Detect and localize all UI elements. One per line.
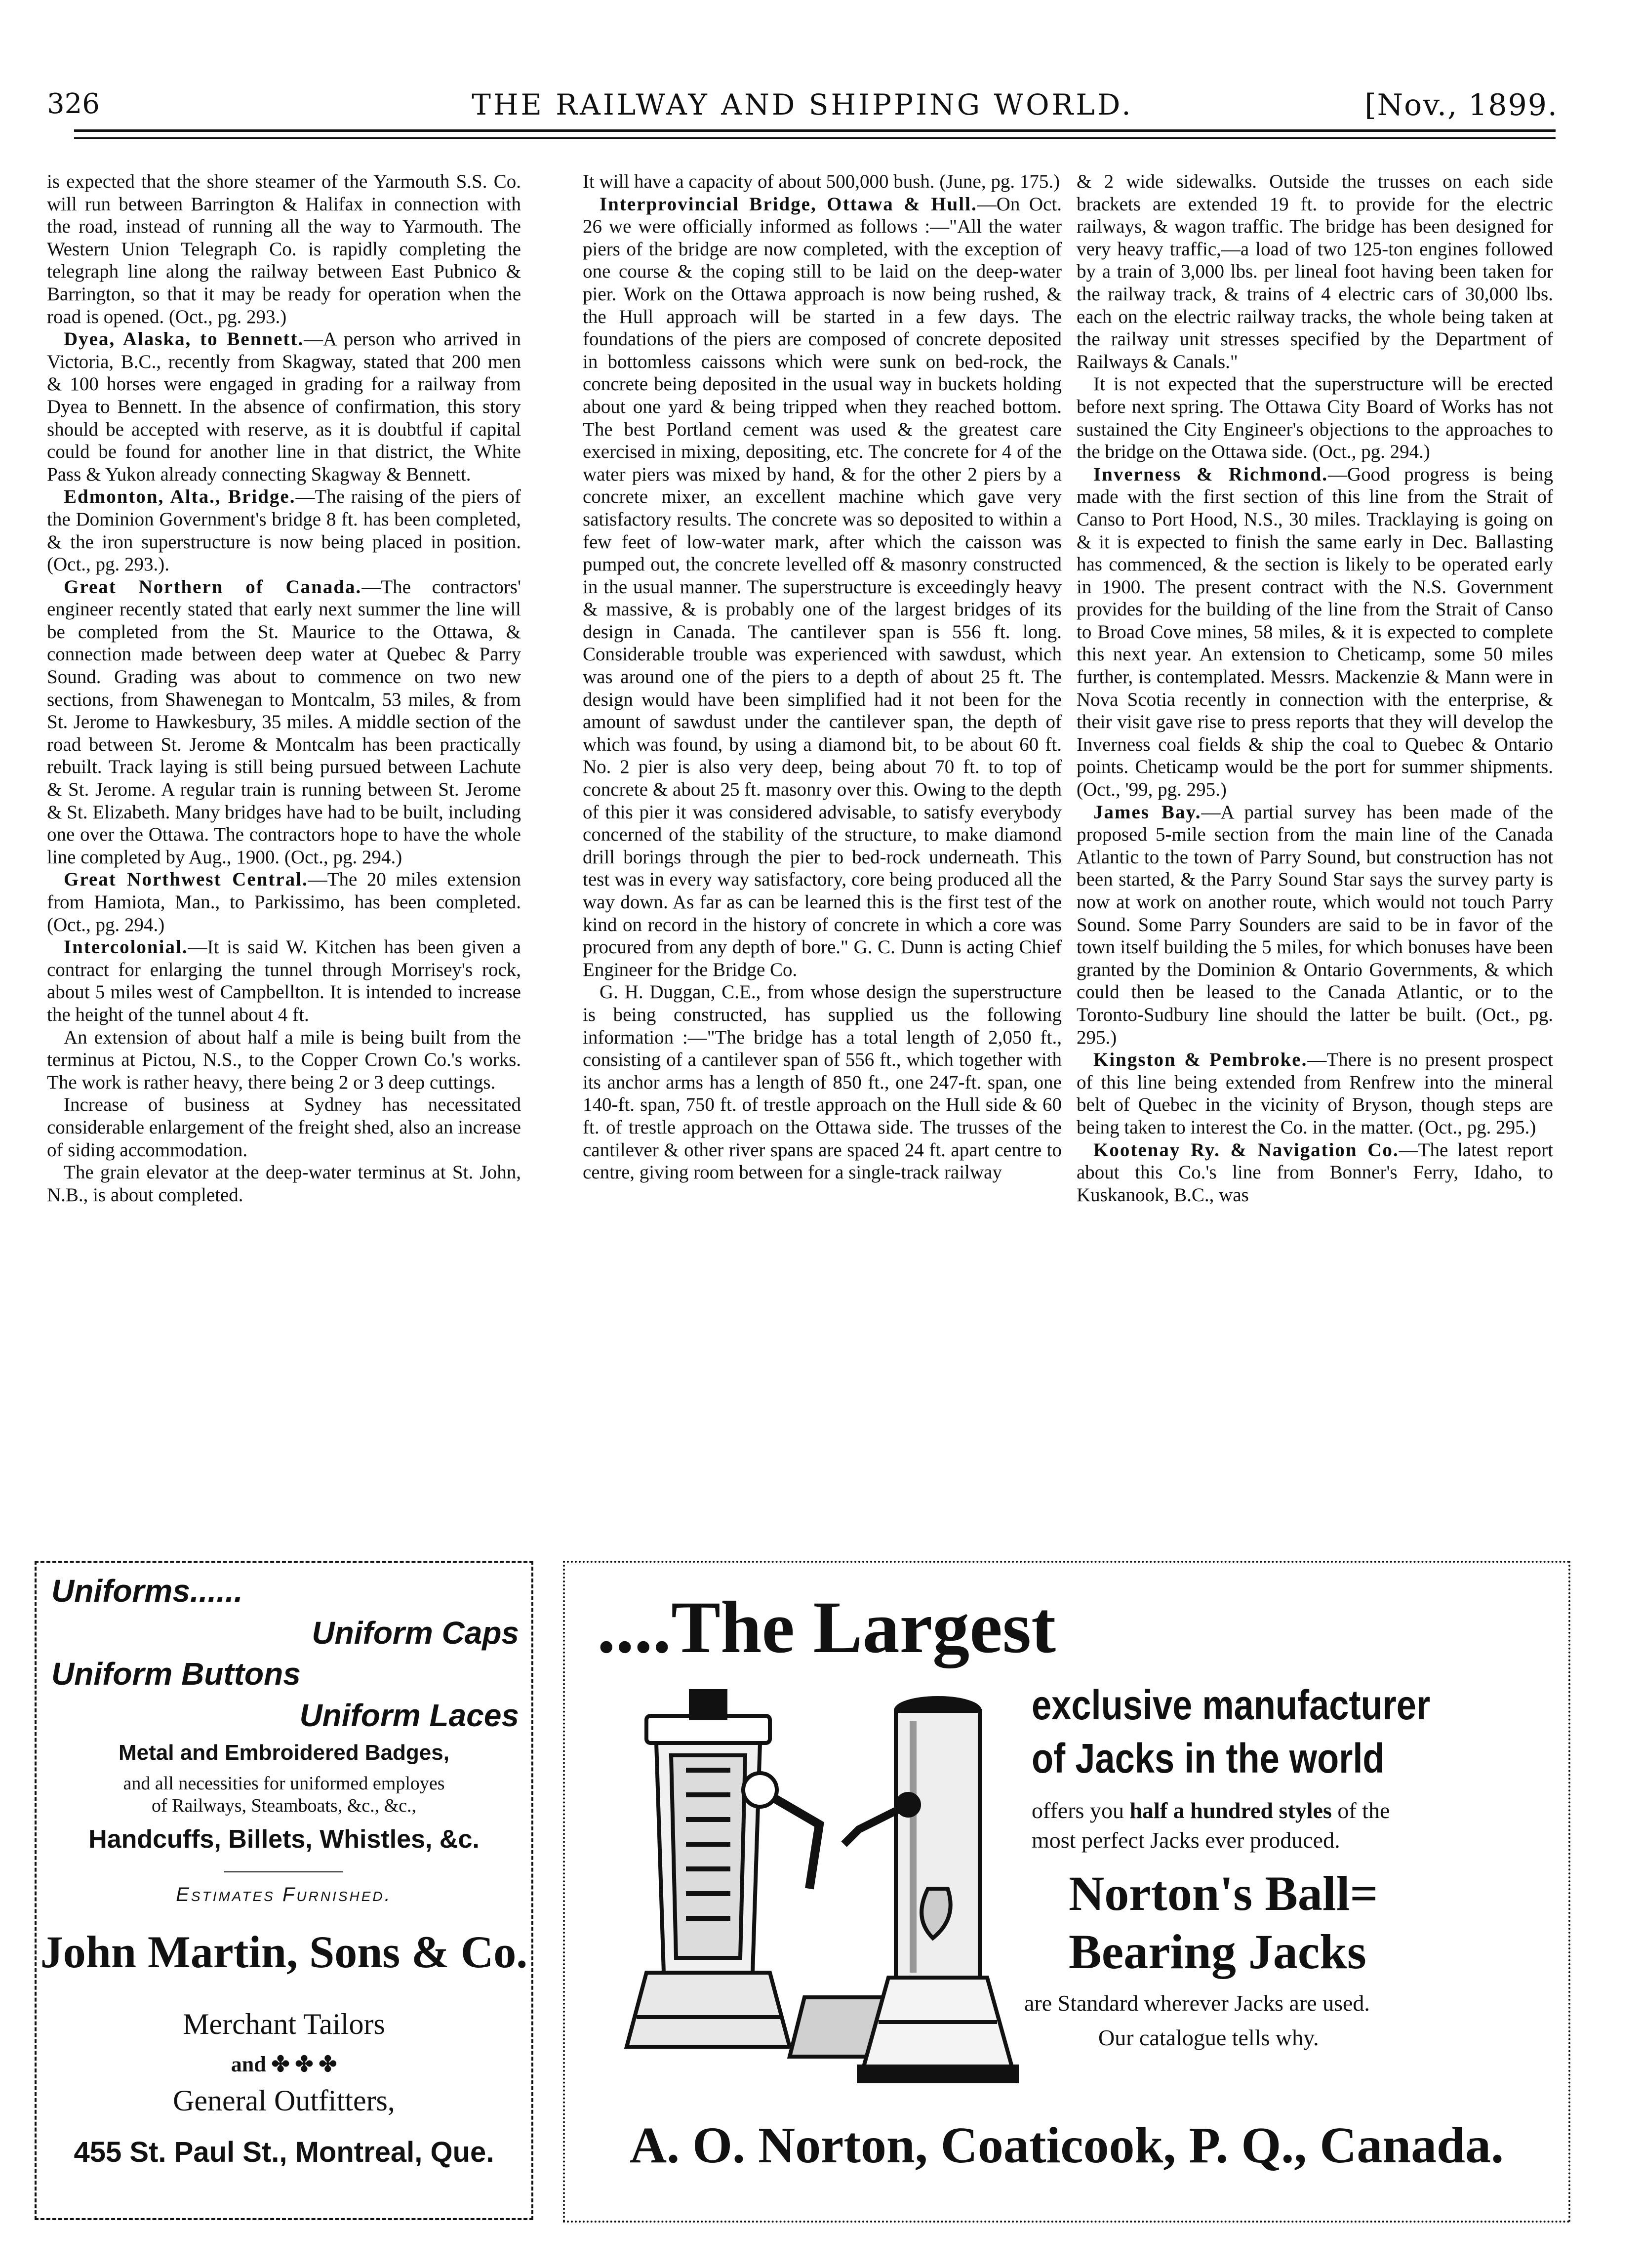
ad-text: offers you <box>1032 1798 1130 1823</box>
article-kootenay <box>1077 1139 1553 1207</box>
article-text: —On Oct. 26 we were officially informed as follows :—"All the water piers of the bridge are now completed, with the exception of one course & the coping still to be laid on the deep-water pier. Work on the Ottawa approach is now being rushed, & the Hull approach will be started in a few days. The foundations of the piers are composed of concrete deposited in bottomless caissons which were sunk on bed-rock, the concrete being deposited in the usual way in buckets holding about one yard & being tripped when they reached bottom. The best Portland cement was used & the greatest care exercised in mixing, depositing, etc. The concrete for 4 of the water piers was mixed by hand, & for the other 2 piers by a concrete mixer, an excellent machine which gave very satisfactory results. The concrete was so deposited to within a few feet of low-water mark, after which the caisson was pumped out, the concrete levelled off & masonry constructed in the usual manner. The superstructure is exceedingly heavy & massive, & is probably one of the largest bridges of its design in Canada. The cantilever span is 556 ft. long. Considerable trouble was experienced with sawdust, which was around one of the piers to a depth of about 25 ft. The design would have been simplified had it not been for the amount of sawdust under the cantilever span, the depth of which was found, by using a diamond bit, to be about 60 ft. No. 2 pier is also very deep, being about 70 ft. to top of concrete & about 25 ft. masonry over this. Owing to the depth of this pier it was considered advisable, to satisfy everybody concerned of the stability of the structure, to make diamond drill borings through the pier to bed-rock underneath. This test was in every way satisfactory, core being produced all the way down. As far as can be learned this is the first test of the kind on record in the history of concrete in which a core was procured from any depth of bore." G. C. Dunn is acting Chief Engineer for the Bridge Co. <box>583 193 1062 980</box>
column-1 <box>47 170 521 1206</box>
article-heading: Inverness & Richmond. <box>1093 463 1328 485</box>
ad-text: of the <box>1331 1798 1390 1823</box>
ad-line: Metal and Embroidered Badges, <box>119 1741 449 1765</box>
column-2 <box>583 170 1062 1184</box>
ad-line: exclusive manufacturer <box>1032 1682 1431 1728</box>
ad-line: Our catalogue tells why. <box>1098 2025 1319 2050</box>
ad-line: General Outfitters, <box>173 2084 395 2117</box>
ad-line: 455 St. Paul St., Montreal, Que. <box>74 2136 494 2168</box>
ad-divider <box>224 1871 343 1872</box>
article-text: —A person who arrived in Victoria, B.C., recently from Skagway, stated that 200 men & 100 horses were engaged in grading for a railway from Dyea to Bennett. In the absence of confirmation, this story should be accepted with reserve, as it is doubtful if capital could be found for another line in that district, the White Pass & Yukon already connecting Skagway & Bennett. <box>47 328 521 485</box>
ad-line: A. O. Norton, Coaticook, P. Q., Canada. <box>629 2117 1504 2174</box>
article-heading: Dyea, Alaska, to Bennett. <box>64 328 304 350</box>
ad-line: Estimates Furnished. <box>176 1884 392 1905</box>
advertisement-john-martin <box>35 1561 533 2220</box>
article-heading: Kootenay Ry. & Navigation Co. <box>1093 1139 1399 1161</box>
ad-line: Handcuffs, Billets, Whistles, &c. <box>88 1825 480 1854</box>
paragraph: It will have a capacity of about 500,000 bush. (June, pg. 175.) <box>583 171 1060 192</box>
article-james-bay <box>1077 801 1553 1049</box>
ad-line: are Standard wherever Jacks are used. <box>1024 1990 1370 2016</box>
paragraph: An extension of about half a mile is being built from the terminus at Pictou, N.S., to the Copper Crown Co.'s works. The work is rather heavy, there being 2 or 3 deep cuttings. <box>47 1026 521 1093</box>
header-rule-thin <box>74 137 1556 139</box>
article-text: —The latest report about this Co.'s line from Bonner's Ferry, Idaho, to Kuskanook, B.C., was <box>1077 1139 1553 1206</box>
article-heading: Intercolonial. <box>64 936 188 958</box>
header-rule-thick <box>74 129 1556 132</box>
article-text: —The raising of the piers of the Dominion Government's bridge 8 ft. has been completed, & the iron superstructure is now being placed in position. (Oct., pg. 293.). <box>47 486 521 575</box>
page-number: 326 <box>47 88 100 120</box>
ad-line: Merchant Tailors <box>183 2008 385 2040</box>
ad-line: of Jacks in the world <box>1032 1735 1385 1782</box>
ad-line: Uniform Laces <box>299 1698 519 1733</box>
paragraph: Increase of business at Sydney has necessitated considerable enlargement of the freight shed, also an increase of siding accommodation. <box>47 1094 521 1161</box>
page-header <box>47 79 1558 128</box>
article-inverness <box>1077 463 1553 801</box>
article-edmonton <box>47 486 521 575</box>
ad-line: Norton's Ball= <box>1069 1866 1378 1921</box>
issue-date: [Nov., 1899. <box>1364 88 1558 122</box>
article-heading: Great Northwest Central. <box>64 869 308 891</box>
ad-line: Uniform Caps <box>312 1615 519 1651</box>
ad-line: Uniform Buttons <box>51 1656 301 1692</box>
ad-headline: ....The Largest <box>597 1586 1056 1668</box>
article-text: —The contractors' engineer recently stated that early next summer the line will be completed from the St. Maurice to the Ottawa, & connection made between deep water at Quebec & Parry Sound. Grading was about to commence on two new sections, from Shawenegan to Montcalm, 53 miles, & from St. Jerome to Hawkesbury, 35 miles. A middle section of the road between St. Jerome & Montcalm has been practically rebuilt. Track laying is still being pursued between Lachute & St. Jerome. A regular train is running between St. Jerome & St. Elizabeth. Many bridges have had to be built, including one over the Ottawa. The contractors hope to have the whole line completed by Aug., 1900. (Oct., pg. 294.) <box>47 576 521 868</box>
article-text: —The 20 miles extension from Hamiota, Man., to Parkissimo, has been completed. (Oct., pg. 294.) <box>47 869 521 935</box>
article-heading: James Bay. <box>1093 801 1201 823</box>
ad-line: Uniforms...... <box>51 1573 243 1609</box>
article-text: —Good progress is being made with the first section of this line from the Strait of Canso to Port Hood, N.S., 30 miles. Tracklaying is going on & it is expected to finish the same early in Dec. Ballasting has commenced, & the section is likely to be operated early in 1900. The present contract with the N.S. Government provides for the building of the line from the Strait of Canso to Broad Cove mines, 58 miles, & it is expected to complete this next year. An extension to Cheticamp, some 50 miles further, is contemplated. Messrs. Mackenzie & Mann were in Nova Scotia recently in connection with the enterprise, & their visit gave rise to press reports that they will develop the Inverness coal fields & ship the coal to Quebec & Ontario points. Cheticamp would be the port for summer shipments. (Oct., '99, pg. 295.) <box>1077 463 1553 801</box>
ad-line: most perfect Jacks ever produced. <box>1032 1827 1340 1853</box>
jacks-illustration-icon <box>612 1681 1037 2096</box>
article-heading: Great Northern of Canada. <box>64 576 362 598</box>
ad-line: and all necessities for uniformed employes <box>123 1773 445 1794</box>
article-interprovincial-bridge <box>583 193 1062 981</box>
paragraph: & 2 wide sidewalks. Outside the trusses on each side brackets are extended 19 ft. to provide for the electric railways, & wagon traffic. The bridge has been designed for very heavy traffic,—a load of two 125-ton engines followed by a train of 3,000 lbs. per lineal foot having been taken for the railway track, & trains of 4 electric cars of 30,000 lbs. each on the electric railway tracks, the whole being taken at the railway unit stresses specified by the Department of Railways & Canals." <box>1077 171 1553 372</box>
column-3 <box>1077 170 1553 1206</box>
cutaway-jack-icon <box>627 1691 903 2057</box>
article-great-northwest <box>47 868 521 936</box>
article-heading: Edmonton, Alta., Bridge. <box>64 486 296 508</box>
ad-text-bold: half a hundred styles <box>1129 1798 1332 1823</box>
paragraph: is expected that the shore steamer of the Yarmouth S.S. Co. will run between Barrington & Halifax in connection with the road, instead of running all the way to Yarmouth. The Western Union Telegraph Co. is rapidly completing the telegraph line along the railway between East Pubnico & Barrington, so that it may be ready for operation when the road is opened. (Oct., pg. 293.) <box>47 171 521 327</box>
paragraph: It is not expected that the superstructure will be erected before next spring. The Ottawa City Board of Works has not sustained the City Engineer's objections to the approaches to the bridge on the Ottawa side. (Oct., pg. 294.) <box>1077 373 1553 463</box>
ad-line: John Martin, Sons & Co. <box>40 1927 528 1977</box>
article-dyea <box>47 328 521 486</box>
ad-line <box>1032 1797 1390 1823</box>
article-great-northern <box>47 576 521 869</box>
article-kingston <box>1077 1049 1553 1138</box>
article-intercolonial <box>47 936 521 1026</box>
journal-title: THE RAILWAY AND SHIPPING WORLD. <box>472 88 1133 122</box>
article-heading: Kingston & Pembroke. <box>1093 1049 1308 1071</box>
article-text: —There is no present prospect of this line being extended from Renfrew into the mineral belt of Quebec in the vicinity of Bryson, though steps are being taken to interest the Co. in the matter. (Oct., pg. 295.) <box>1077 1049 1554 1138</box>
ad-line: and ✤ ✤ ✤ <box>231 2052 337 2076</box>
paragraph: The grain elevator at the deep-water terminus at St. John, N.B., is about completed. <box>47 1162 521 1206</box>
ad-line: of Railways, Steamboats, &c., &c., <box>151 1795 417 1816</box>
advertisement-norton-jacks <box>563 1561 1570 2223</box>
ad-line: Bearing Jacks <box>1069 1924 1366 1979</box>
paragraph: G. H. Duggan, C.E., from whose design the superstructure is being constructed, has supplied us the following information :—"The bridge has a total length of 2,050 ft., consisting of a cantilever span of 556 ft., which together with its anchor arms has a length of 850 ft., one 247-ft. span, one 140-ft. span, 750 ft. of trestle approach on the Hull side & 60 ft. of trestle approach on the Ottawa side. The trusses of the cantilever & other river spans are spaced 24 ft. apart centre to centre, giving room between for a single-track railway <box>583 981 1062 1183</box>
article-heading: Interprovincial Bridge, Ottawa & Hull. <box>600 193 977 215</box>
article-text: —A partial survey has been made of the proposed 5-mile section from the main line of the Canada Atlantic to the town of Parry Sound, but construction has not been started, & the Parry Sound Star says the survey party is now at work on another route, which would not touch Parry Sound. Some Parry Sounders are said to be in favor of the town itself building the 5 miles, for which bonuses have been granted by the Dominion & Ontario Governments, & which could then be leased to the Canada Atlantic, or to the Toronto-Sudbury line should the latter be built. (Oct., pg. 295.) <box>1077 801 1554 1048</box>
article-text: —It is said W. Kitchen has been given a contract for enlarging the tunnel through Morrisey's rock, about 5 miles west of Campbellton. It is intended to increase the height of the tunnel about 4 ft. <box>47 936 521 1025</box>
